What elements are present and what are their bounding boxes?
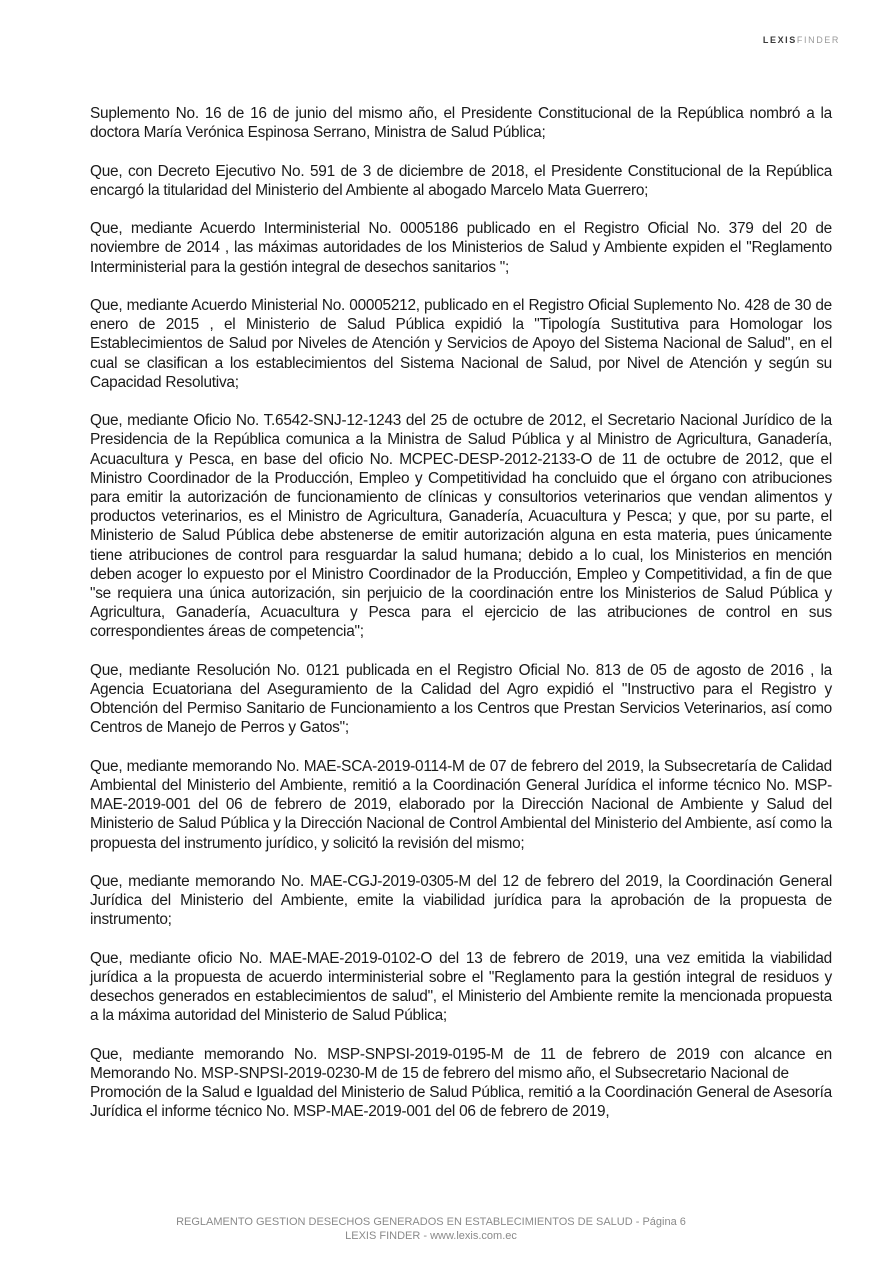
paragraph-last <box>90 1045 832 1122</box>
document-body <box>90 104 832 1122</box>
paragraph: Que, mediante oficio No. MAE-MAE-2019-0102-O del 13 de febrero de 2019, una vez emitida la viabilidad jurídica a la propuesta de acuerdo interministerial sobre el "Reglamento para la gestión integral de residuos y desechos generados en establecimientos de salud", el Ministerio del Ambiente remite la mencionada propuesta a la máxima autoridad del Ministerio de Salud Pública; <box>90 949 832 1025</box>
paragraph: Suplemento No. 16 de 16 de junio del mismo año, el Presidente Constitucional de la República nombró a la doctora María Verónica Espinosa Serrano, Ministra de Salud Pública; <box>90 105 832 142</box>
page-footer <box>0 1215 862 1243</box>
paragraph: Que, mediante Acuerdo Ministerial No. 00005212, publicado en el Registro Oficial Suplemento No. 428 de 30 de enero de 2015 , el Ministerio de Salud Pública expidió la "Tipología Sustitutiva para Homologar los Establecimientos de Salud por Niveles de Atención y Servicios de Apoyo del Sistema Nacional de Salud", en el cual se clasifican a los establecimientos del Sistema Nacional de Salud, por Nivel de Atención y según su Capacidad Resolutiva; <box>90 296 832 391</box>
paragraph: Que, mediante Oficio No. T.6542-SNJ-12-1243 del 25 de octubre de 2012, el Secretario Nacional Jurídico de la Presidencia de la República comunica a la Ministra de Salud Pública y al Ministro de Agricultura, Ganadería, Acuacultura y Pesca, en base del oficio No. MCPEC-DESP-2012-2133-O de 11 de octubre de 2012, que el Ministro Coordinador de la Producción, Empleo y Competitividad ha concluido que el órgano con atribuciones para emitir la autorización de funcionamiento de clínicas y consultorios veterinarios que vendan alimentos y productos veterinarios, es el Ministro de Agricultura, Ganadería, Acuacultura y Pesca; y que, por su parte, el Ministerio de Salud Pública debe abstenerse de emitir autorización alguna en esta materia, pues únicamente tiene atribuciones de control para resguardar la salud humana; debido a lo cual, los Ministerios en mención deben acoger lo expuesto por el Ministro Coordinador de la Producción, Empleo y Competitividad, a fin de que "se requiera una única autorización, sin perjuicio de la coordinación entre los Ministerios de Salud Pública y Agricultura, Ganadería, Acuacultura y Pesca para el ejercicio de las atribuciones de control en sus correspondientes áreas de competencia"; <box>90 412 832 641</box>
paragraph: Que, mediante memorando No. MAE-CGJ-2019-0305-M del 12 de febrero del 2019, la Coordinación General Jurídica del Ministerio del Ambiente, emite la viabilidad jurídica para la aprobación de la propuesta de instrumento; <box>90 873 832 929</box>
paragraph: Que, mediante Resolución No. 0121 publicada en el Registro Oficial No. 813 de 05 de agosto de 2016 , la Agencia Ecuatoriana del Aseguramiento de la Calidad del Agro expidió el "Instructivo para el Registro y Obtención del Permiso Sanitario de Funcionamiento a los Centros que Prestan Servicios Veterinarios, así como Centros de Manejo de Perros y Gatos"; <box>90 661 832 737</box>
paragraph-last-part1: Que, mediante memorando No. MSP-SNPSI-2019-0195-M de 11 de febrero de 2019 con alcance en Memorando No. MSP-SNPSI-2019-0230-M de 15 de febrero del mismo año, el Subsecretario Nacional de <box>90 1045 832 1083</box>
brand-logo-light: FINDER <box>796 35 840 45</box>
paragraph: Que, mediante Acuerdo Interministerial No. 0005186 publicado en el Registro Oficial No. 379 del 20 de noviembre de 2014 , las máximas autoridades de los Ministerios de Salud y Ambiente expiden el "Reglamento Interministerial para la gestión integral de desechos sanitarios "; <box>90 220 832 276</box>
brand-logo-bold: LEXIS <box>762 35 797 45</box>
footer-document-title: REGLAMENTO GESTION DESECHOS GENERADOS EN ESTABLECIMIENTOS DE SALUD - Página 6 <box>176 1216 686 1228</box>
brand-logo <box>763 35 840 45</box>
paragraph-last-part2: Promoción de la Salud e Igualdad del Ministerio de Salud Pública, remitió a la Coordinación General de Asesoría Jurídica el informe técnico No. MSP-MAE-2019-001 del 06 de febrero de 2019, <box>90 1084 832 1121</box>
footer-source-link: LEXIS FINDER - www.lexis.com.ec <box>345 1230 517 1242</box>
paragraph: Que, con Decreto Ejecutivo No. 591 de 3 de diciembre de 2018, el Presidente Constitucional de la República encargó la titularidad del Ministerio del Ambiente al abogado Marcelo Mata Guerrero; <box>90 162 832 199</box>
paragraph: Que, mediante memorando No. MAE-SCA-2019-0114-M de 07 de febrero del 2019, la Subsecretaría de Calidad Ambiental del Ministerio del Ambiente, remitió a la Coordinación General Jurídica el informe técnico No. MSP-MAE-2019-001 del 06 de febrero de 2019, elaborado por la Dirección Nacional de Ambiente y Salud del Ministerio de Salud Pública y la Dirección Nacional de Control Ambiental del Ministerio del Ambiente, así como la propuesta del instrumento jurídico, y solicitó la revisión del mismo; <box>90 757 832 852</box>
